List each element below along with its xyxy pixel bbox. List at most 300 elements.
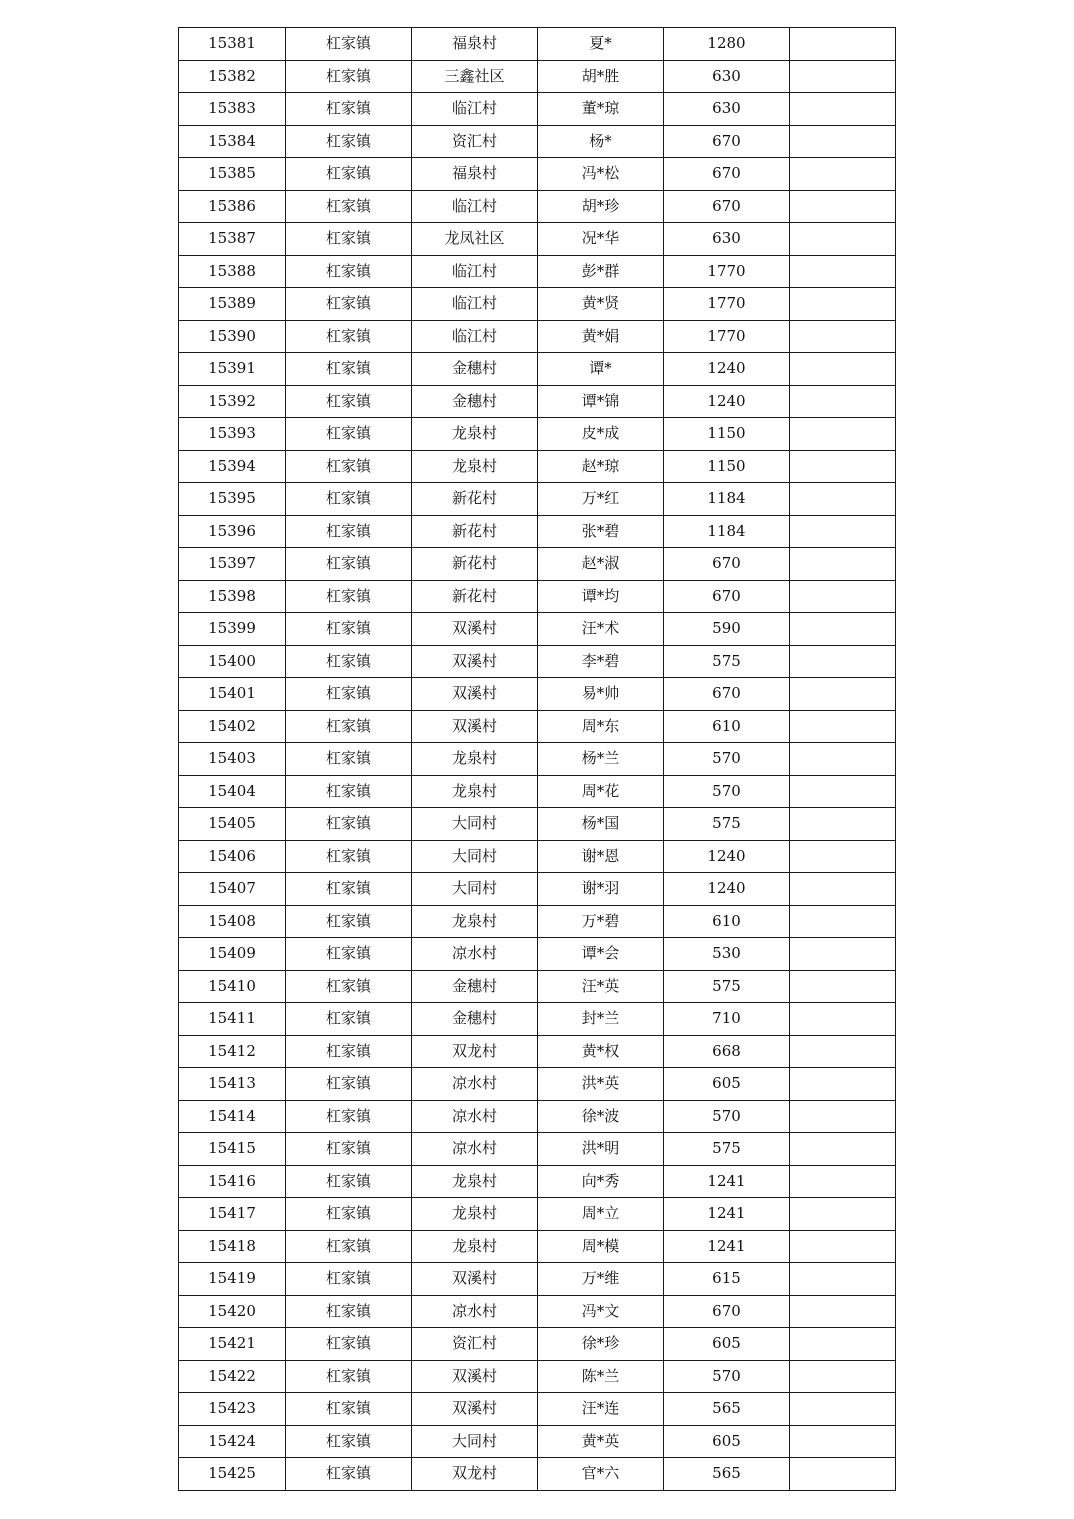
town-cell: 杠家镇 bbox=[286, 775, 412, 808]
table-row bbox=[179, 320, 896, 353]
village-cell: 凉水村 bbox=[412, 1068, 538, 1101]
note-cell bbox=[790, 678, 896, 711]
row-number-cell: 15416 bbox=[179, 1165, 286, 1198]
table-row bbox=[179, 710, 896, 743]
row-number-cell: 15385 bbox=[179, 158, 286, 191]
row-number-cell: 15397 bbox=[179, 548, 286, 581]
village-cell: 金穗村 bbox=[412, 353, 538, 386]
row-number-cell: 15394 bbox=[179, 450, 286, 483]
row-number-cell: 15417 bbox=[179, 1198, 286, 1231]
table-row bbox=[179, 28, 896, 61]
village-cell: 龙泉村 bbox=[412, 905, 538, 938]
note-cell bbox=[790, 28, 896, 61]
table-row bbox=[179, 418, 896, 451]
note-cell bbox=[790, 1328, 896, 1361]
note-cell bbox=[790, 1100, 896, 1133]
name-cell: 董*琼 bbox=[538, 93, 664, 126]
town-cell: 杠家镇 bbox=[286, 1458, 412, 1491]
village-cell: 双龙村 bbox=[412, 1458, 538, 1491]
amount-cell: 605 bbox=[664, 1328, 790, 1361]
amount-cell: 1770 bbox=[664, 255, 790, 288]
village-cell: 三鑫社区 bbox=[412, 60, 538, 93]
row-number-cell: 15406 bbox=[179, 840, 286, 873]
row-number-cell: 15411 bbox=[179, 1003, 286, 1036]
table-row bbox=[179, 483, 896, 516]
amount-cell: 575 bbox=[664, 808, 790, 841]
village-cell: 凉水村 bbox=[412, 1295, 538, 1328]
name-cell: 胡*珍 bbox=[538, 190, 664, 223]
village-cell: 临江村 bbox=[412, 255, 538, 288]
name-cell: 万*碧 bbox=[538, 905, 664, 938]
row-number-cell: 15418 bbox=[179, 1230, 286, 1263]
town-cell: 杠家镇 bbox=[286, 580, 412, 613]
amount-cell: 1240 bbox=[664, 840, 790, 873]
note-cell bbox=[790, 158, 896, 191]
village-cell: 龙泉村 bbox=[412, 450, 538, 483]
name-cell: 汪*连 bbox=[538, 1393, 664, 1426]
row-number-cell: 15402 bbox=[179, 710, 286, 743]
row-number-cell: 15404 bbox=[179, 775, 286, 808]
amount-cell: 1770 bbox=[664, 320, 790, 353]
amount-cell: 1241 bbox=[664, 1165, 790, 1198]
village-cell: 双龙村 bbox=[412, 1035, 538, 1068]
amount-cell: 565 bbox=[664, 1458, 790, 1491]
name-cell: 陈*兰 bbox=[538, 1360, 664, 1393]
amount-cell: 670 bbox=[664, 580, 790, 613]
table-row bbox=[179, 1035, 896, 1068]
table-row bbox=[179, 1425, 896, 1458]
village-cell: 龙泉村 bbox=[412, 1230, 538, 1263]
village-cell: 金穗村 bbox=[412, 385, 538, 418]
note-cell bbox=[790, 223, 896, 256]
note-cell bbox=[790, 710, 896, 743]
name-cell: 赵*琼 bbox=[538, 450, 664, 483]
name-cell: 万*红 bbox=[538, 483, 664, 516]
table-row bbox=[179, 873, 896, 906]
amount-cell: 570 bbox=[664, 775, 790, 808]
row-number-cell: 15424 bbox=[179, 1425, 286, 1458]
note-cell bbox=[790, 125, 896, 158]
name-cell: 谭* bbox=[538, 353, 664, 386]
village-cell: 双溪村 bbox=[412, 1360, 538, 1393]
row-number-cell: 15389 bbox=[179, 288, 286, 321]
town-cell: 杠家镇 bbox=[286, 1230, 412, 1263]
name-cell: 官*六 bbox=[538, 1458, 664, 1491]
town-cell: 杠家镇 bbox=[286, 418, 412, 451]
subsidy-list-table bbox=[178, 27, 896, 1491]
town-cell: 杠家镇 bbox=[286, 678, 412, 711]
name-cell: 杨*兰 bbox=[538, 743, 664, 776]
row-number-cell: 15388 bbox=[179, 255, 286, 288]
amount-cell: 630 bbox=[664, 93, 790, 126]
note-cell bbox=[790, 970, 896, 1003]
amount-cell: 670 bbox=[664, 678, 790, 711]
village-cell: 大同村 bbox=[412, 840, 538, 873]
table-row bbox=[179, 60, 896, 93]
town-cell: 杠家镇 bbox=[286, 125, 412, 158]
note-cell bbox=[790, 1263, 896, 1296]
note-cell bbox=[790, 1068, 896, 1101]
town-cell: 杠家镇 bbox=[286, 1133, 412, 1166]
town-cell: 杠家镇 bbox=[286, 905, 412, 938]
table-row bbox=[179, 288, 896, 321]
name-cell: 周*立 bbox=[538, 1198, 664, 1231]
amount-cell: 1184 bbox=[664, 483, 790, 516]
row-number-cell: 15415 bbox=[179, 1133, 286, 1166]
name-cell: 冯*松 bbox=[538, 158, 664, 191]
town-cell: 杠家镇 bbox=[286, 743, 412, 776]
note-cell bbox=[790, 1360, 896, 1393]
name-cell: 黄*权 bbox=[538, 1035, 664, 1068]
table-row bbox=[179, 158, 896, 191]
table-row bbox=[179, 678, 896, 711]
note-cell bbox=[790, 1425, 896, 1458]
table-row bbox=[179, 255, 896, 288]
town-cell: 杠家镇 bbox=[286, 808, 412, 841]
town-cell: 杠家镇 bbox=[286, 1035, 412, 1068]
village-cell: 双溪村 bbox=[412, 613, 538, 646]
village-cell: 龙泉村 bbox=[412, 1165, 538, 1198]
table-row bbox=[179, 1393, 896, 1426]
amount-cell: 1184 bbox=[664, 515, 790, 548]
town-cell: 杠家镇 bbox=[286, 548, 412, 581]
table-row bbox=[179, 1165, 896, 1198]
table-row bbox=[179, 450, 896, 483]
amount-cell: 630 bbox=[664, 60, 790, 93]
name-cell: 谢*恩 bbox=[538, 840, 664, 873]
row-number-cell: 15386 bbox=[179, 190, 286, 223]
row-number-cell: 15413 bbox=[179, 1068, 286, 1101]
village-cell: 凉水村 bbox=[412, 1100, 538, 1133]
note-cell bbox=[790, 905, 896, 938]
row-number-cell: 15387 bbox=[179, 223, 286, 256]
village-cell: 临江村 bbox=[412, 93, 538, 126]
row-number-cell: 15421 bbox=[179, 1328, 286, 1361]
village-cell: 金穗村 bbox=[412, 970, 538, 1003]
row-number-cell: 15422 bbox=[179, 1360, 286, 1393]
row-number-cell: 15398 bbox=[179, 580, 286, 613]
name-cell: 向*秀 bbox=[538, 1165, 664, 1198]
note-cell bbox=[790, 775, 896, 808]
name-cell: 汪*术 bbox=[538, 613, 664, 646]
table-row bbox=[179, 1230, 896, 1263]
row-number-cell: 15396 bbox=[179, 515, 286, 548]
row-number-cell: 15395 bbox=[179, 483, 286, 516]
name-cell: 冯*文 bbox=[538, 1295, 664, 1328]
row-number-cell: 15405 bbox=[179, 808, 286, 841]
village-cell: 大同村 bbox=[412, 808, 538, 841]
note-cell bbox=[790, 613, 896, 646]
name-cell: 张*碧 bbox=[538, 515, 664, 548]
village-cell: 金穗村 bbox=[412, 1003, 538, 1036]
note-cell bbox=[790, 1165, 896, 1198]
table-row bbox=[179, 840, 896, 873]
note-cell bbox=[790, 580, 896, 613]
amount-cell: 670 bbox=[664, 158, 790, 191]
village-cell: 临江村 bbox=[412, 190, 538, 223]
row-number-cell: 15399 bbox=[179, 613, 286, 646]
note-cell bbox=[790, 255, 896, 288]
amount-cell: 1280 bbox=[664, 28, 790, 61]
note-cell bbox=[790, 1230, 896, 1263]
village-cell: 大同村 bbox=[412, 873, 538, 906]
table-row bbox=[179, 515, 896, 548]
name-cell: 黄*娟 bbox=[538, 320, 664, 353]
town-cell: 杠家镇 bbox=[286, 1100, 412, 1133]
amount-cell: 670 bbox=[664, 548, 790, 581]
table-row bbox=[179, 743, 896, 776]
table-row bbox=[179, 1068, 896, 1101]
amount-cell: 670 bbox=[664, 1295, 790, 1328]
row-number-cell: 15383 bbox=[179, 93, 286, 126]
note-cell bbox=[790, 190, 896, 223]
name-cell: 胡*胜 bbox=[538, 60, 664, 93]
village-cell: 资汇村 bbox=[412, 1328, 538, 1361]
row-number-cell: 15390 bbox=[179, 320, 286, 353]
amount-cell: 668 bbox=[664, 1035, 790, 1068]
town-cell: 杠家镇 bbox=[286, 288, 412, 321]
town-cell: 杠家镇 bbox=[286, 1165, 412, 1198]
row-number-cell: 15407 bbox=[179, 873, 286, 906]
village-cell: 福泉村 bbox=[412, 158, 538, 191]
note-cell bbox=[790, 808, 896, 841]
village-cell: 凉水村 bbox=[412, 1133, 538, 1166]
amount-cell: 710 bbox=[664, 1003, 790, 1036]
name-cell: 周*模 bbox=[538, 1230, 664, 1263]
village-cell: 新花村 bbox=[412, 483, 538, 516]
name-cell: 彭*群 bbox=[538, 255, 664, 288]
table-row bbox=[179, 125, 896, 158]
amount-cell: 610 bbox=[664, 905, 790, 938]
town-cell: 杠家镇 bbox=[286, 710, 412, 743]
village-cell: 双溪村 bbox=[412, 678, 538, 711]
town-cell: 杠家镇 bbox=[286, 385, 412, 418]
town-cell: 杠家镇 bbox=[286, 255, 412, 288]
note-cell bbox=[790, 1003, 896, 1036]
name-cell: 谭*均 bbox=[538, 580, 664, 613]
row-number-cell: 15392 bbox=[179, 385, 286, 418]
note-cell bbox=[790, 645, 896, 678]
row-number-cell: 15419 bbox=[179, 1263, 286, 1296]
town-cell: 杠家镇 bbox=[286, 1295, 412, 1328]
town-cell: 杠家镇 bbox=[286, 1198, 412, 1231]
name-cell: 周*花 bbox=[538, 775, 664, 808]
note-cell bbox=[790, 1458, 896, 1491]
note-cell bbox=[790, 840, 896, 873]
name-cell: 谭*会 bbox=[538, 938, 664, 971]
town-cell: 杠家镇 bbox=[286, 613, 412, 646]
name-cell: 黄*贤 bbox=[538, 288, 664, 321]
town-cell: 杠家镇 bbox=[286, 1003, 412, 1036]
note-cell bbox=[790, 418, 896, 451]
village-cell: 双溪村 bbox=[412, 1393, 538, 1426]
amount-cell: 570 bbox=[664, 1100, 790, 1133]
amount-cell: 1240 bbox=[664, 353, 790, 386]
name-cell: 赵*淑 bbox=[538, 548, 664, 581]
table-row bbox=[179, 1295, 896, 1328]
amount-cell: 605 bbox=[664, 1425, 790, 1458]
amount-cell: 605 bbox=[664, 1068, 790, 1101]
village-cell: 龙凤社区 bbox=[412, 223, 538, 256]
amount-cell: 570 bbox=[664, 743, 790, 776]
town-cell: 杠家镇 bbox=[286, 1328, 412, 1361]
row-number-cell: 15400 bbox=[179, 645, 286, 678]
note-cell bbox=[790, 60, 896, 93]
row-number-cell: 15412 bbox=[179, 1035, 286, 1068]
town-cell: 杠家镇 bbox=[286, 60, 412, 93]
town-cell: 杠家镇 bbox=[286, 450, 412, 483]
town-cell: 杠家镇 bbox=[286, 840, 412, 873]
name-cell: 万*维 bbox=[538, 1263, 664, 1296]
name-cell: 洪*明 bbox=[538, 1133, 664, 1166]
table-row bbox=[179, 808, 896, 841]
row-number-cell: 15408 bbox=[179, 905, 286, 938]
table-row bbox=[179, 548, 896, 581]
row-number-cell: 15425 bbox=[179, 1458, 286, 1491]
note-cell bbox=[790, 288, 896, 321]
name-cell: 徐*珍 bbox=[538, 1328, 664, 1361]
village-cell: 福泉村 bbox=[412, 28, 538, 61]
name-cell: 夏* bbox=[538, 28, 664, 61]
amount-cell: 565 bbox=[664, 1393, 790, 1426]
amount-cell: 1150 bbox=[664, 418, 790, 451]
table-row bbox=[179, 970, 896, 1003]
village-cell: 双溪村 bbox=[412, 710, 538, 743]
village-cell: 临江村 bbox=[412, 320, 538, 353]
town-cell: 杠家镇 bbox=[286, 1360, 412, 1393]
village-cell: 龙泉村 bbox=[412, 418, 538, 451]
table-row bbox=[179, 645, 896, 678]
row-number-cell: 15423 bbox=[179, 1393, 286, 1426]
table-row bbox=[179, 775, 896, 808]
row-number-cell: 15409 bbox=[179, 938, 286, 971]
town-cell: 杠家镇 bbox=[286, 353, 412, 386]
town-cell: 杠家镇 bbox=[286, 645, 412, 678]
note-cell bbox=[790, 483, 896, 516]
name-cell: 况*华 bbox=[538, 223, 664, 256]
table-row bbox=[179, 1198, 896, 1231]
village-cell: 大同村 bbox=[412, 1425, 538, 1458]
amount-cell: 1240 bbox=[664, 873, 790, 906]
name-cell: 汪*英 bbox=[538, 970, 664, 1003]
note-cell bbox=[790, 743, 896, 776]
name-cell: 封*兰 bbox=[538, 1003, 664, 1036]
village-cell: 双溪村 bbox=[412, 1263, 538, 1296]
row-number-cell: 15410 bbox=[179, 970, 286, 1003]
table-row bbox=[179, 190, 896, 223]
name-cell: 皮*成 bbox=[538, 418, 664, 451]
amount-cell: 1770 bbox=[664, 288, 790, 321]
town-cell: 杠家镇 bbox=[286, 515, 412, 548]
row-number-cell: 15384 bbox=[179, 125, 286, 158]
amount-cell: 1241 bbox=[664, 1230, 790, 1263]
table-row bbox=[179, 385, 896, 418]
table-row bbox=[179, 1263, 896, 1296]
town-cell: 杠家镇 bbox=[286, 970, 412, 1003]
village-cell: 新花村 bbox=[412, 580, 538, 613]
amount-cell: 1241 bbox=[664, 1198, 790, 1231]
table-row bbox=[179, 1003, 896, 1036]
note-cell bbox=[790, 1035, 896, 1068]
name-cell: 洪*英 bbox=[538, 1068, 664, 1101]
village-cell: 资汇村 bbox=[412, 125, 538, 158]
name-cell: 杨*国 bbox=[538, 808, 664, 841]
town-cell: 杠家镇 bbox=[286, 1263, 412, 1296]
table-body bbox=[179, 28, 896, 1491]
table-row bbox=[179, 93, 896, 126]
note-cell bbox=[790, 1133, 896, 1166]
note-cell bbox=[790, 515, 896, 548]
row-number-cell: 15391 bbox=[179, 353, 286, 386]
village-cell: 凉水村 bbox=[412, 938, 538, 971]
town-cell: 杠家镇 bbox=[286, 158, 412, 191]
table-row bbox=[179, 1100, 896, 1133]
note-cell bbox=[790, 450, 896, 483]
village-cell: 龙泉村 bbox=[412, 775, 538, 808]
name-cell: 李*碧 bbox=[538, 645, 664, 678]
row-number-cell: 15382 bbox=[179, 60, 286, 93]
name-cell: 黄*英 bbox=[538, 1425, 664, 1458]
amount-cell: 615 bbox=[664, 1263, 790, 1296]
town-cell: 杠家镇 bbox=[286, 483, 412, 516]
amount-cell: 670 bbox=[664, 125, 790, 158]
town-cell: 杠家镇 bbox=[286, 320, 412, 353]
town-cell: 杠家镇 bbox=[286, 1425, 412, 1458]
name-cell: 谭*锦 bbox=[538, 385, 664, 418]
row-number-cell: 15401 bbox=[179, 678, 286, 711]
amount-cell: 530 bbox=[664, 938, 790, 971]
village-cell: 新花村 bbox=[412, 515, 538, 548]
amount-cell: 590 bbox=[664, 613, 790, 646]
town-cell: 杠家镇 bbox=[286, 190, 412, 223]
village-cell: 双溪村 bbox=[412, 645, 538, 678]
amount-cell: 575 bbox=[664, 970, 790, 1003]
row-number-cell: 15420 bbox=[179, 1295, 286, 1328]
note-cell bbox=[790, 93, 896, 126]
table-row bbox=[179, 1458, 896, 1491]
table-row bbox=[179, 938, 896, 971]
note-cell bbox=[790, 1393, 896, 1426]
table-row bbox=[179, 613, 896, 646]
table-row bbox=[179, 223, 896, 256]
amount-cell: 1150 bbox=[664, 450, 790, 483]
amount-cell: 575 bbox=[664, 645, 790, 678]
row-number-cell: 15403 bbox=[179, 743, 286, 776]
note-cell bbox=[790, 1295, 896, 1328]
name-cell: 徐*波 bbox=[538, 1100, 664, 1133]
row-number-cell: 15393 bbox=[179, 418, 286, 451]
town-cell: 杠家镇 bbox=[286, 28, 412, 61]
village-cell: 临江村 bbox=[412, 288, 538, 321]
amount-cell: 670 bbox=[664, 190, 790, 223]
note-cell bbox=[790, 548, 896, 581]
town-cell: 杠家镇 bbox=[286, 93, 412, 126]
table-row bbox=[179, 580, 896, 613]
town-cell: 杠家镇 bbox=[286, 223, 412, 256]
row-number-cell: 15414 bbox=[179, 1100, 286, 1133]
note-cell bbox=[790, 320, 896, 353]
amount-cell: 1240 bbox=[664, 385, 790, 418]
town-cell: 杠家镇 bbox=[286, 1393, 412, 1426]
amount-cell: 630 bbox=[664, 223, 790, 256]
note-cell bbox=[790, 353, 896, 386]
table-row bbox=[179, 1133, 896, 1166]
amount-cell: 610 bbox=[664, 710, 790, 743]
table-row bbox=[179, 905, 896, 938]
name-cell: 杨* bbox=[538, 125, 664, 158]
town-cell: 杠家镇 bbox=[286, 1068, 412, 1101]
table-row bbox=[179, 1328, 896, 1361]
